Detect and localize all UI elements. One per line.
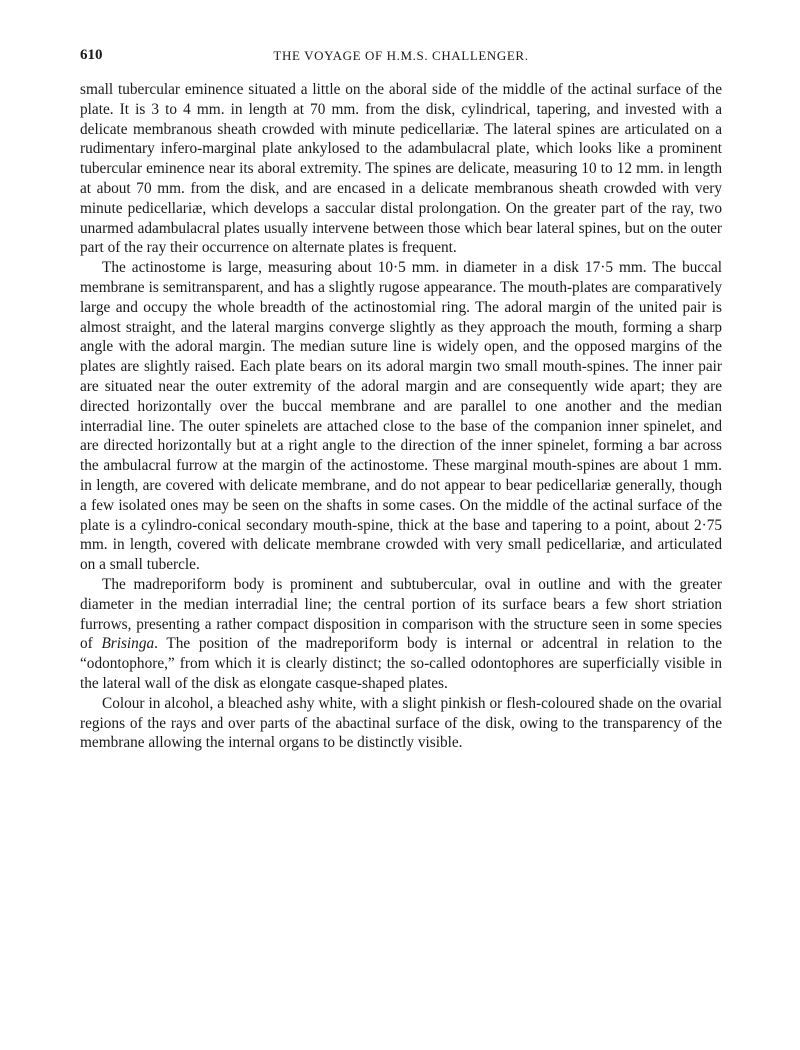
body-text [80, 80, 722, 753]
madreporiform-text-end: . The position of the madreporiform body is internal or adcentral in relation to the “odontophore,” from which it is clearly distinct; the so-called odontophores are superficially visible in the lateral wall of the disk as elongate casque-shaped plates. [80, 635, 722, 692]
genus-name: Brisinga [101, 635, 155, 653]
paragraph-continued: small tubercular eminence situated a little on the aboral side of the middle of the actinal surface of the plate. It is 3 to 4 mm. in length at 70 mm. from the disk, cylindrical, tapering, and invested with a delicate membranous sheath crowded with minute pedicellariæ. The lateral spines are articulated on a rudimentary infero-marginal plate ankylosed to the adambulacral plate, which looks like a prominent tubercular eminence near its aboral extremity. The spines are delicate, measuring 10 to 12 mm. in length at about 70 mm. from the disk, and are encased in a delicate membranous sheath crowded with very minute pedicellariæ, which develops a saccular distal prolongation. On the greater part of the ray, two unarmed adambulacral plates usually intervene between those which bear lateral spines, but on the outer part of the ray their occurrence on alternate plates is frequent. [80, 81, 722, 257]
running-title: THE VOYAGE OF H.M.S. CHALLENGER. [273, 48, 529, 63]
paragraph-actinostome: The actinostome is large, measuring about 10·5 mm. in diameter in a disk 17·5 mm. The buccal membrane is semitransparent, and has a slightly rugose appearance. The mouth-plates are comparatively large and occupy the whole breadth of the actinostomial ring. The adoral margin of the united pair is almost straight, and the lateral margins converge slightly as they approach the mouth, forming a sharp angle with the adoral margin. The median suture line is widely open, and the opposed margins of the plates are slightly raised. Each plate bears on its adoral margin two small mouth-spines. The inner pair are situated near the outer extremity of the adoral margin and are consequently wide apart; they are directed horizontally over the buccal membrane and are parallel to one another and the median interradial line. The outer spinelets are attached close to the base of the companion inner spinelet, and are directed horizontally but at a right angle to the direction of the inner spinelet, forming a bar across the ambulacral furrow at the margin of the actinostome. These marginal mouth-spines are about 1 mm. in length, are covered with delicate membrane, and do not appear to bear pedicellariæ generally, though a few isolated ones may be seen on the shafts in some cases. On the middle of the actinal surface of the plate is a cylindro-conical secondary mouth-spine, thick at the base and tapering to a point, about 2·75 mm. in length, covered with delicate membrane crowded with very small pedicellariæ, and articulated on a small tubercle. [80, 259, 722, 574]
page-number: 610 [80, 47, 103, 63]
page-header [80, 47, 722, 69]
paragraph-colour: Colour in alcohol, a bleached ashy white, with a slight pinkish or flesh-coloured shade on the ovarial regions of the rays and over parts of the abactinal surface of the disk, owing to the transparency of the membrane allowing the internal organs to be distinctly visible. [80, 694, 722, 752]
paragraph-madreporiform [80, 575, 722, 694]
madreporiform-text-start: The madreporiform body is prominent and subtubercular, oval in outline and with the greater diameter in the median interradial line; the central portion of its surface bears a few short striation furrows, presenting a rather compact disposition in comparison with the structure seen in some species of [80, 575, 722, 653]
